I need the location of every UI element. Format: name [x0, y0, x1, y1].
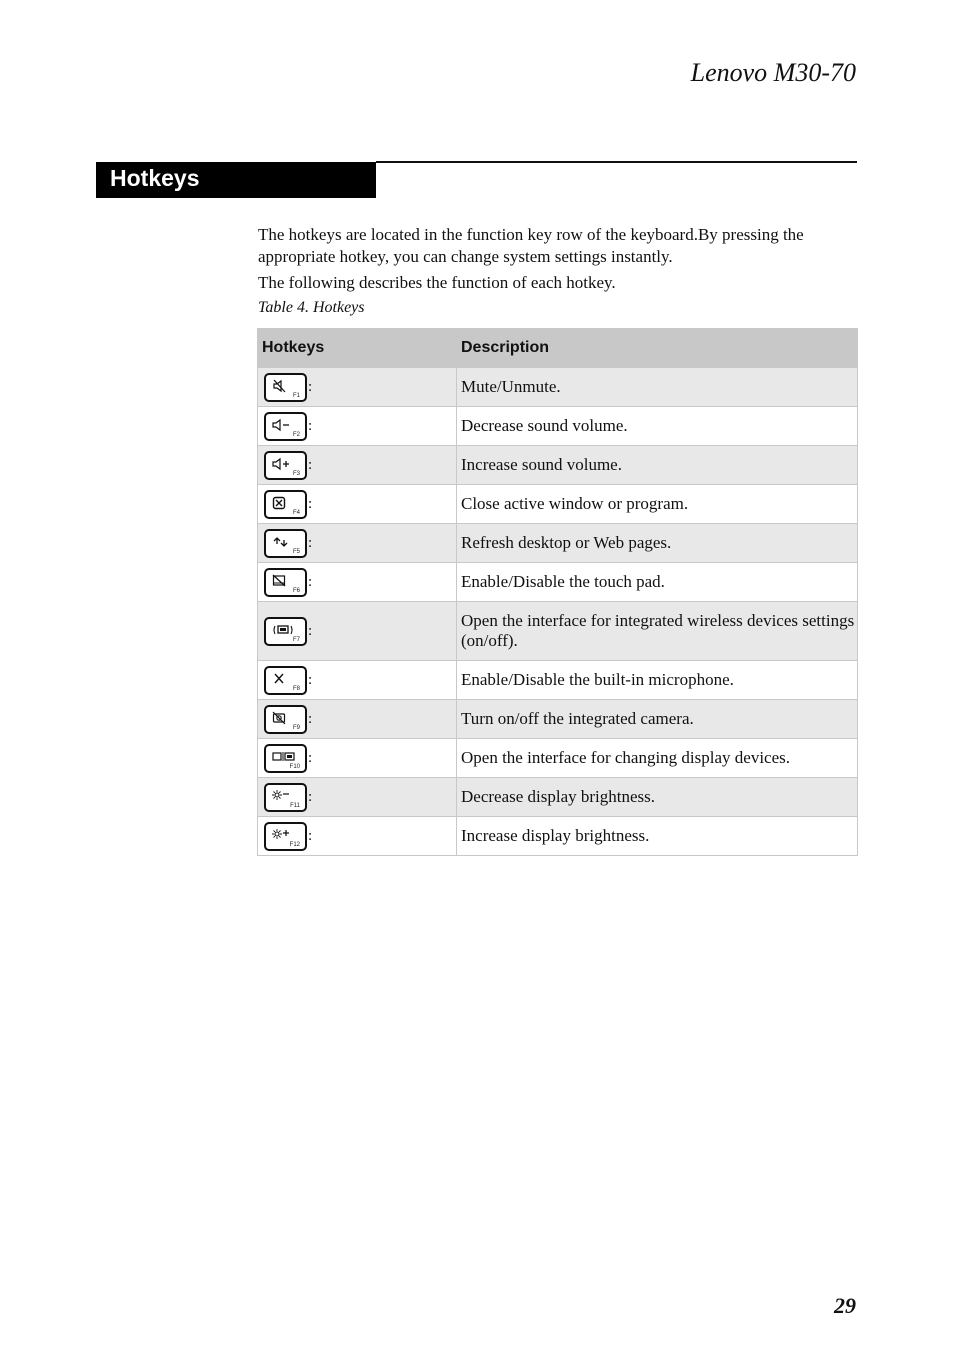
key-label: F11	[290, 802, 300, 809]
key-label: F4	[292, 509, 300, 516]
description-cell: Open the interface for integrated wireless devices settings (on/off).	[457, 602, 858, 661]
table-row	[258, 407, 858, 446]
description-cell: Increase display brightness.	[457, 817, 858, 856]
volume-up-icon	[272, 457, 290, 471]
key-separator: :	[308, 622, 313, 639]
key-label: F6	[292, 587, 300, 594]
key-separator: :	[308, 378, 313, 395]
key-label: F5	[292, 548, 300, 555]
close-window-icon	[272, 496, 288, 510]
camera-icon	[272, 711, 288, 725]
key-separator: :	[308, 495, 313, 512]
key-f6	[264, 568, 307, 597]
key-separator: :	[308, 671, 313, 688]
key-separator: :	[308, 573, 313, 590]
key-f8	[264, 666, 307, 695]
refresh-icon	[272, 535, 288, 549]
description-cell: Increase sound volume.	[457, 446, 858, 485]
description-cell: Open the interface for changing display devices.	[457, 739, 858, 778]
key-label: F7	[292, 636, 300, 643]
key-label: F3	[292, 470, 300, 477]
description-cell: Mute/Unmute.	[457, 368, 858, 407]
touchpad-icon	[272, 574, 288, 588]
section-heading: Hotkeys	[110, 165, 200, 191]
table-row	[258, 602, 858, 661]
key-label: F12	[289, 841, 300, 848]
mute-icon	[272, 379, 288, 393]
key-f5	[264, 529, 307, 558]
brightness-down-icon	[272, 789, 290, 803]
key-label: F8	[292, 685, 300, 692]
intro-paragraph-1: The hotkeys are located in the function key row of the keyboard.By pressing the appropriate hotkey, you can change system settings instantly.	[258, 225, 804, 266]
table-header-row	[258, 329, 858, 368]
hotkeys-table	[257, 328, 858, 856]
table-row	[258, 368, 858, 407]
table-row	[258, 739, 858, 778]
intro-paragraph-2: The following describes the function of each hotkey.	[258, 273, 616, 292]
description-cell: Enable/Disable the built-in microphone.	[457, 661, 858, 700]
table-row	[258, 661, 858, 700]
key-f12	[264, 822, 307, 851]
wireless-icon	[272, 623, 294, 637]
description-cell: Close active window or program.	[457, 485, 858, 524]
table-row	[258, 524, 858, 563]
table-row	[258, 700, 858, 739]
doc-title: Lenovo M30-70	[690, 58, 856, 87]
key-f3	[264, 451, 307, 480]
description-cell: Refresh desktop or Web pages.	[457, 524, 858, 563]
section-heading-bar	[96, 162, 376, 198]
key-label: F9	[292, 724, 300, 731]
key-separator: :	[308, 417, 313, 434]
key-f1	[264, 373, 307, 402]
key-separator: :	[308, 710, 313, 727]
table-caption: Table 4. Hotkeys	[258, 299, 365, 316]
key-separator: :	[308, 456, 313, 473]
table-row	[258, 817, 858, 856]
key-separator: :	[308, 788, 313, 805]
microphone-icon	[272, 672, 288, 686]
key-separator: :	[308, 827, 313, 844]
key-f7	[264, 617, 307, 646]
key-separator: :	[308, 534, 313, 551]
header-description: Description	[457, 329, 858, 368]
intro-text	[258, 224, 858, 298]
key-label: F10	[289, 763, 300, 770]
section-rule	[376, 161, 857, 163]
description-cell: Decrease display brightness.	[457, 778, 858, 817]
key-label: F2	[292, 431, 300, 438]
key-f2	[264, 412, 307, 441]
table-row	[258, 446, 858, 485]
table-row	[258, 778, 858, 817]
key-f4	[264, 490, 307, 519]
key-f9	[264, 705, 307, 734]
key-f10	[264, 744, 307, 773]
key-label: F1	[292, 392, 300, 399]
page-number: 29	[834, 1293, 856, 1318]
key-separator: :	[308, 749, 313, 766]
description-cell: Turn on/off the integrated camera.	[457, 700, 858, 739]
brightness-up-icon	[272, 828, 290, 842]
table-row	[258, 485, 858, 524]
table-row	[258, 563, 858, 602]
key-f11	[264, 783, 307, 812]
header-hotkeys: Hotkeys	[258, 329, 457, 368]
description-cell: Decrease sound volume.	[457, 407, 858, 446]
volume-down-icon	[272, 418, 290, 432]
description-cell: Enable/Disable the touch pad.	[457, 563, 858, 602]
display-switch-icon	[272, 750, 296, 764]
